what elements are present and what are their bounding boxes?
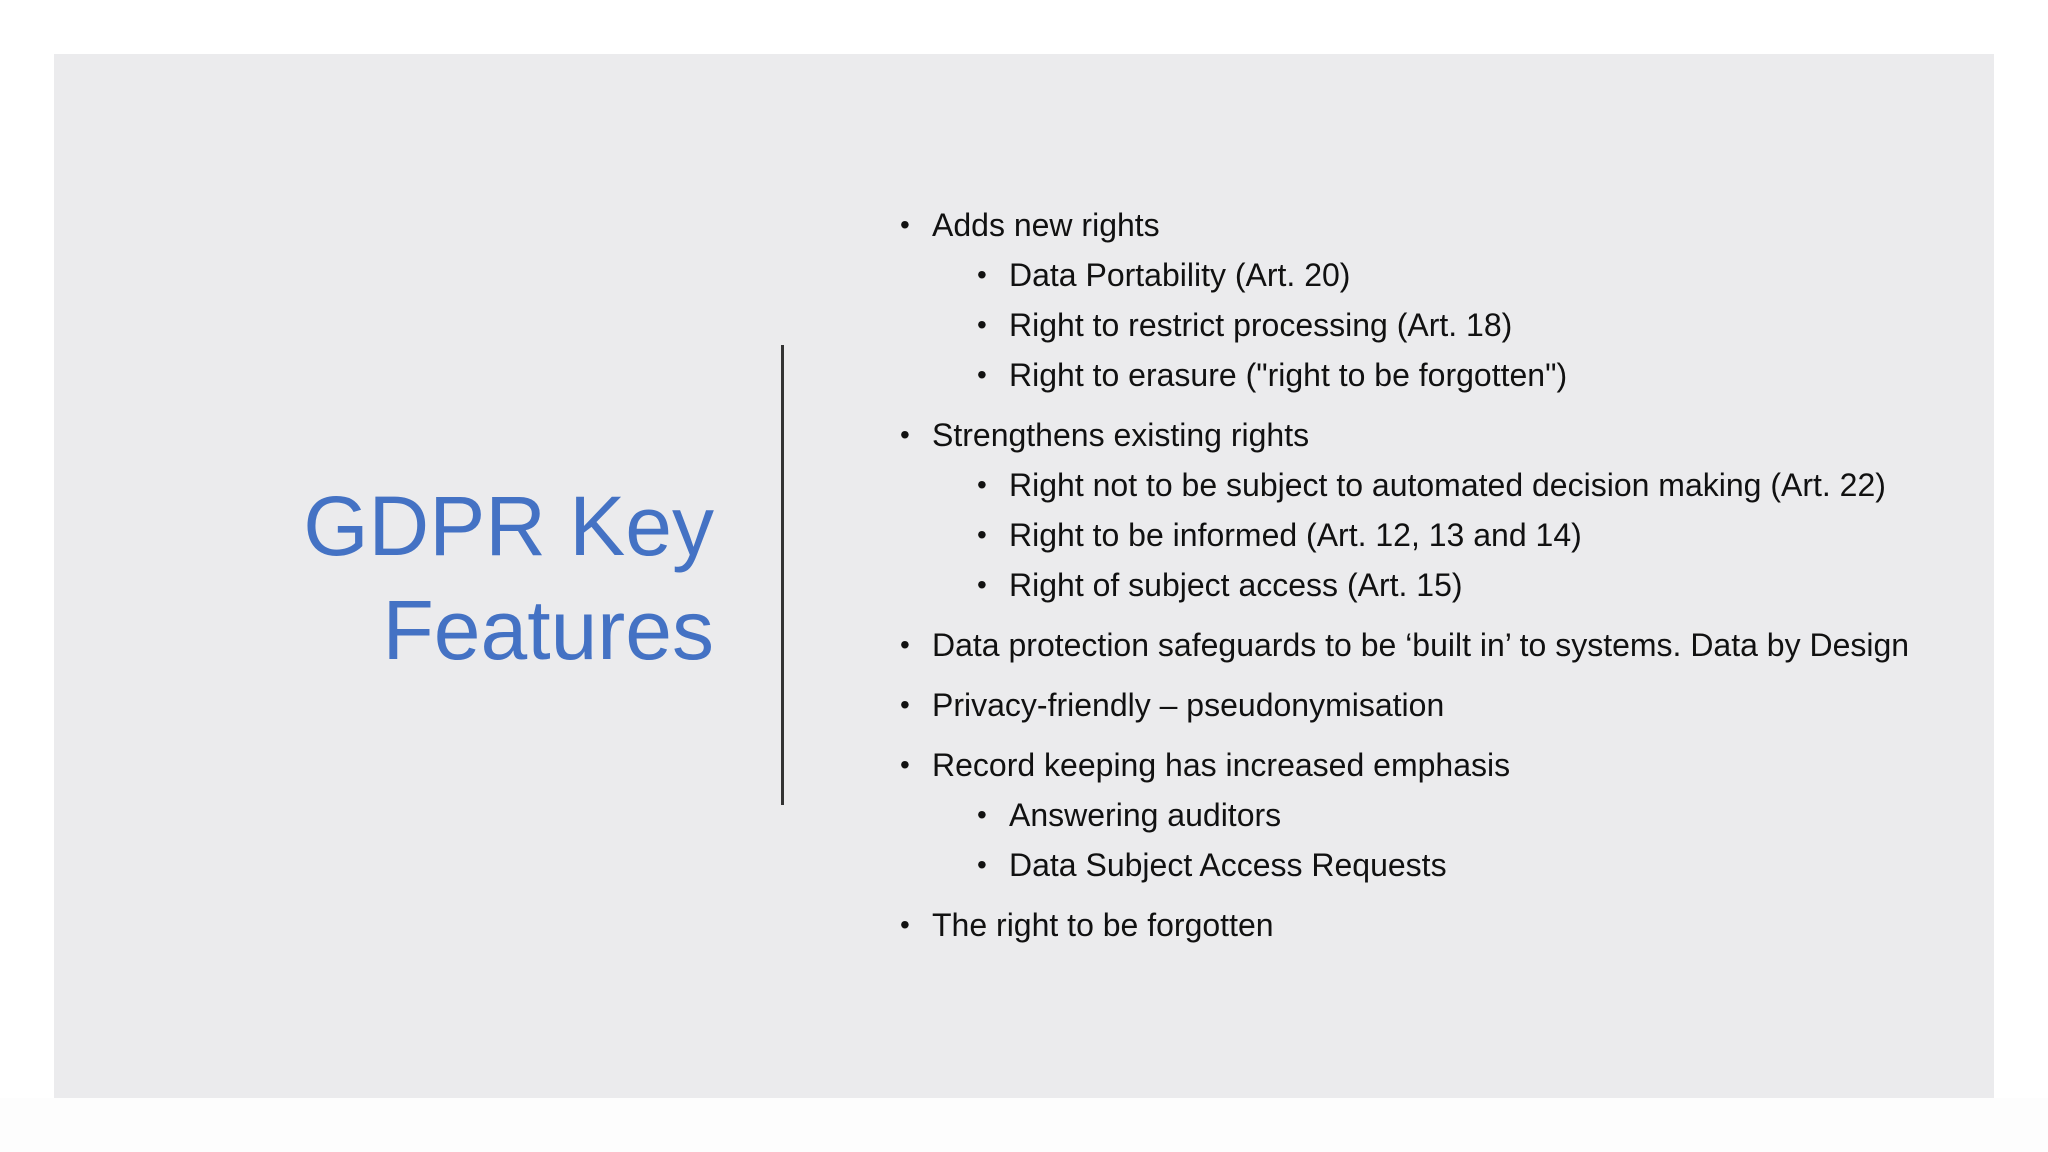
bullet-item xyxy=(854,680,1974,730)
sub-bullet-item xyxy=(854,250,1974,300)
bullet-item xyxy=(854,900,1974,950)
bullet-text: Data Portability (Art. 20) xyxy=(1009,257,1351,293)
bullet-dot-icon: • xyxy=(977,359,987,390)
bullet-item xyxy=(854,200,1974,250)
bullet-text: Right to erasure ("right to be forgotten") xyxy=(1009,357,1568,393)
bullet-item xyxy=(854,740,1974,790)
sub-bullet-item xyxy=(854,560,1974,610)
bullet-text: Strengthens existing rights xyxy=(932,417,1310,453)
sub-bullet-item xyxy=(854,790,1974,840)
bullet-text: Data Subject Access Requests xyxy=(1009,847,1447,883)
slide-title-line-1: GDPR Key xyxy=(303,479,714,573)
bullet-dot-icon: • xyxy=(977,259,987,290)
bullet-dot-icon: • xyxy=(977,569,987,600)
bullet-text: Data protection safeguards to be ‘built in’ to systems. Data by Design xyxy=(932,627,1910,663)
bullet-dot-icon: • xyxy=(900,419,910,450)
bullet-text: Right not to be subject to automated decision making (Art. 22) xyxy=(1009,467,1886,503)
bullet-dot-icon: • xyxy=(977,309,987,340)
slide-title xyxy=(194,474,714,682)
slide xyxy=(54,54,1994,1098)
bullet-text: Right to restrict processing (Art. 18) xyxy=(1009,307,1513,343)
bullet-text: The right to be forgotten xyxy=(932,907,1274,943)
bullet-dot-icon: • xyxy=(900,749,910,780)
bullet-dot-icon: • xyxy=(977,799,987,830)
sub-bullet-item xyxy=(854,460,1974,510)
bullet-dot-icon: • xyxy=(977,469,987,500)
bottom-margin xyxy=(0,1098,2048,1152)
bullet-dot-icon: • xyxy=(900,689,910,720)
bullet-text: Right of subject access (Art. 15) xyxy=(1009,567,1463,603)
bullet-dot-icon: • xyxy=(900,209,910,240)
bullet-text: Answering auditors xyxy=(1009,797,1282,833)
sub-bullet-item xyxy=(854,350,1974,400)
bullet-item xyxy=(854,410,1974,460)
sub-bullet-item xyxy=(854,510,1974,560)
bullet-list xyxy=(854,200,1974,950)
bullet-text: Right to be informed (Art. 12, 13 and 14) xyxy=(1009,517,1582,553)
bullet-text: Privacy-friendly – pseudonymisation xyxy=(932,687,1445,723)
vertical-divider xyxy=(781,345,784,805)
bullet-dot-icon: • xyxy=(977,849,987,880)
bullet-item xyxy=(854,620,1974,670)
bullet-text: Record keeping has increased emphasis xyxy=(932,747,1511,783)
bullet-dot-icon: • xyxy=(900,629,910,660)
slide-title-line-2: Features xyxy=(382,583,714,677)
sub-bullet-item xyxy=(854,300,1974,350)
bullet-dot-icon: • xyxy=(977,519,987,550)
sub-bullet-item xyxy=(854,840,1974,890)
bullet-text: Adds new rights xyxy=(932,207,1160,243)
bullet-dot-icon: • xyxy=(900,909,910,940)
